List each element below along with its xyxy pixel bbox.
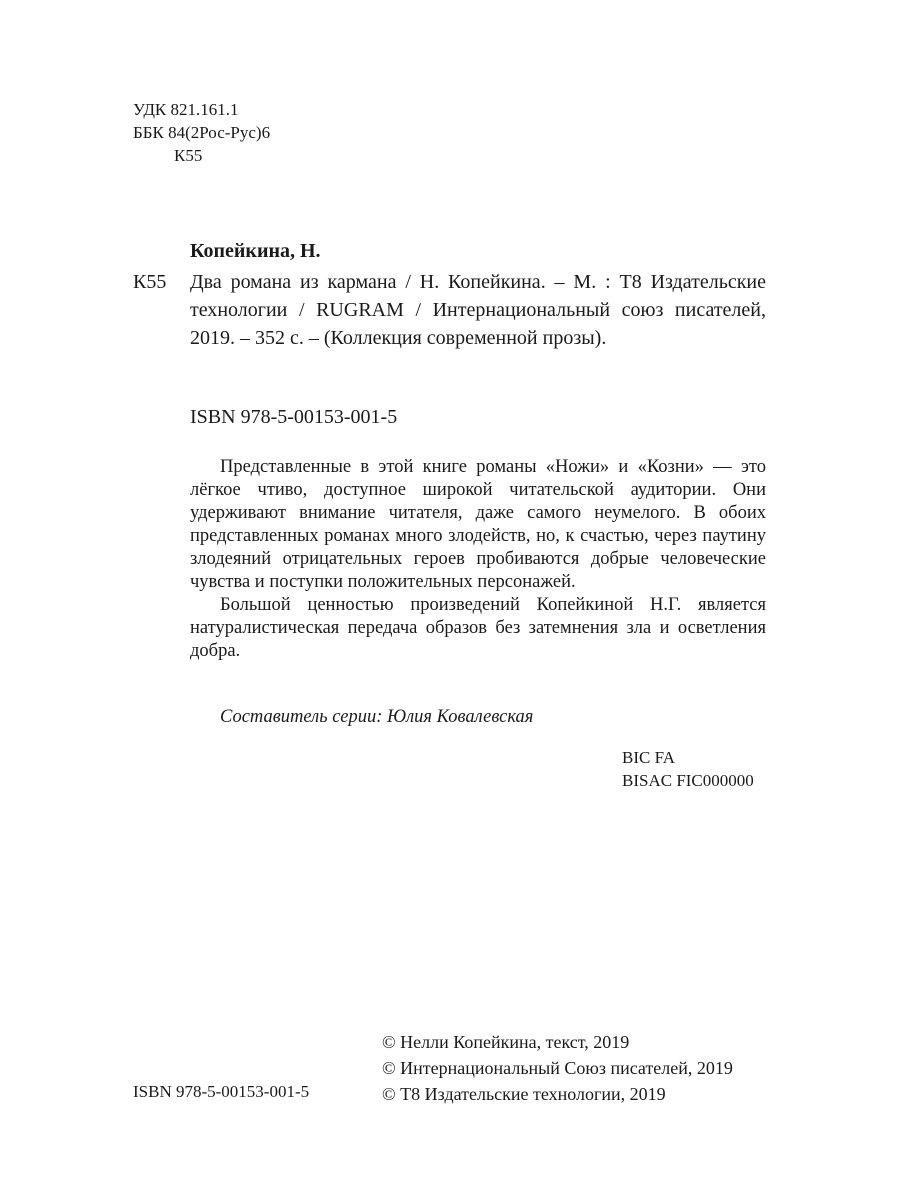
- bbk-code: ББК 84(2Рос-Рус)6: [133, 123, 271, 142]
- copyright-line: © Т8 Издательские технологии, 2019: [382, 1084, 666, 1104]
- copyright-line: © Нелли Копейкина, текст, 2019: [382, 1032, 630, 1052]
- copyright-notices: [382, 1029, 733, 1107]
- classification-block: [133, 98, 270, 167]
- subject-codes: [622, 746, 754, 792]
- entry-isbn: ISBN 978-5-00153-001-5: [190, 406, 398, 428]
- annotation-paragraph: Большой ценностью произведений Копейкиной Н.Г. является натуралистическая передача образов без затемнения зла и осветления добра.: [190, 595, 766, 661]
- entry-author: Копейкина, Н.: [190, 240, 321, 262]
- author-sign: К55: [174, 146, 203, 165]
- bic-code: BIC FA: [622, 748, 676, 767]
- series-editor: Составитель серии: Юлия Ковалевская: [220, 707, 534, 727]
- bisac-code: BISAC FIC000000: [622, 771, 754, 790]
- entry-description: Два романа из кармана / Н. Копейкина. – М. : Т8 Издательские технологии / RUGRAM / Интернациональный союз писателей, 2019. – 352 с. – (Коллекция современной прозы).: [190, 271, 766, 349]
- copyright-line: © Интернациональный Союз писателей, 2019: [382, 1058, 733, 1078]
- udk-code: УДК 821.161.1: [133, 100, 239, 119]
- footer-isbn: ISBN 978-5-00153-001-5: [133, 1082, 310, 1101]
- annotation: [190, 456, 766, 663]
- entry-catalog-code: К55: [133, 271, 167, 293]
- annotation-paragraph: Представленные в этой книге романы «Ножи» и «Козни» — это лёгкое чтиво, доступное широкой читательской аудитории. Они удерживают внимание читателя, даже самого неумелого. В обоих представленных романах много злодейств, но, к счастью, через паутину злодеяний отрицательных героев пробиваются добрые человеческие чувства и поступки положительных персонажей.: [190, 457, 766, 592]
